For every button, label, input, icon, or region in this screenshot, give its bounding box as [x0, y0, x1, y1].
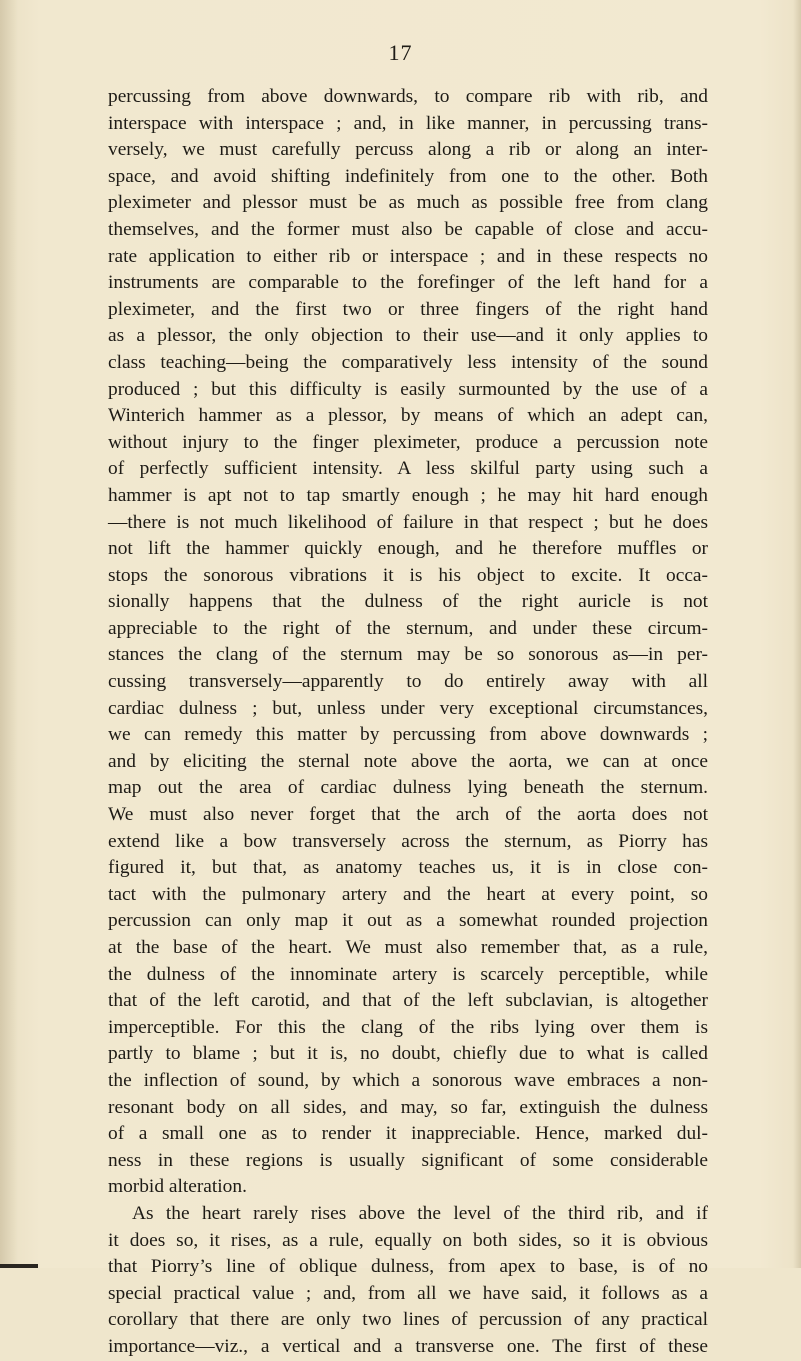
text-line: tact with the pulmonary artery and the heart at every point, so — [108, 883, 708, 905]
text-line: imperceptible. For this the clang of the ribs lying over them is — [108, 1016, 708, 1038]
text-line: it does so, it rises, as a rule, equally on both sides, so it is obvious — [108, 1229, 708, 1251]
text-line: and by eliciting the sternal note above the aorta, we can at once — [108, 750, 708, 772]
text-line: class teaching—being the comparatively less intensity of the sound — [108, 351, 708, 373]
text-line: percussing from above downwards, to compare rib with rib, and — [108, 86, 708, 107]
text-line: we can remedy this matter by percussing from above downwards ; — [108, 724, 708, 746]
text-line: extend like a bow transversely across the sternum, as Piorry has — [108, 830, 708, 852]
text-line: cussing transversely—apparently to do entirely away with all — [108, 671, 708, 693]
spine-shadow — [0, 0, 18, 1268]
text-line: that of the left carotid, and that of the left subclavian, is altogether — [108, 990, 708, 1012]
text-line: the dulness of the innominate artery is scarcely perceptible, while — [108, 963, 708, 985]
text-line: not lift the hammer quickly enough, and he therefore muffles or — [108, 538, 708, 560]
text-line: stops the sonorous vibrations it is his object to excite. It occa- — [108, 564, 708, 586]
text-line: partly to blame ; but it is, no doubt, chiefly due to what is called — [108, 1043, 708, 1065]
text-line: Winterich hammer as a plessor, by means of which an adept can, — [108, 405, 708, 427]
text-line: We must also never forget that the arch of the aorta does not — [108, 804, 708, 826]
body-text — [108, 84, 708, 1361]
text-line: figured it, but that, as anatomy teaches us, it is in close con- — [108, 857, 708, 879]
text-line: appreciable to the right of the sternum, and under these circum- — [108, 617, 708, 639]
text-line: space, and avoid shifting indefinitely from one to the other. Both — [108, 165, 708, 187]
page-edge-shadow — [793, 0, 801, 1268]
text-line: rate application to either rib or interspace ; and in these respects no — [108, 245, 708, 267]
page-number: 17 — [388, 40, 413, 65]
text-line: themselves, and the former must also be capable of close and accu- — [108, 218, 708, 240]
text-line: percussion can only map it out as a somewhat rounded projection — [108, 910, 708, 932]
paragraph-end-line: morbid alteration. — [108, 1176, 247, 1198]
text-line: special practical value ; and, from all we have said, it follows as a — [108, 1282, 708, 1304]
text-line: as a plessor, the only objection to their use—and it only applies to — [108, 325, 708, 347]
text-line: resonant body on all sides, and may, so far, extinguish the dulness — [108, 1096, 708, 1118]
text-line: importance—viz., a vertical and a transverse one. The first of these — [108, 1335, 708, 1357]
paragraph-start-line: As the heart rarely rises above the level of the third rib, and if — [132, 1202, 708, 1224]
text-line: produced ; but this difficulty is easily surmounted by the use of a — [108, 378, 708, 400]
text-line: cardiac dulness ; but, unless under very exceptional circumstances, — [108, 697, 708, 719]
text-line: pleximeter, and the first two or three fingers of the right hand — [108, 298, 708, 320]
text-line: that Piorry’s line of oblique dulness, from apex to base, is of no — [108, 1256, 708, 1278]
text-line: of a small one as to render it inappreciable. Hence, marked dul- — [108, 1123, 708, 1145]
text-line: instruments are comparable to the forefinger of the left hand for a — [108, 272, 708, 294]
scan-edge-mark — [0, 1264, 38, 1268]
text-line: at the base of the heart. We must also remember that, as a rule, — [108, 937, 708, 958]
text-line: pleximeter and plessor must be as much as possible free from clang — [108, 192, 708, 214]
text-line: without injury to the finger pleximeter, produce a percussion note — [108, 431, 708, 453]
text-line: —there is not much likelihood of failure in that respect ; but he does — [108, 511, 708, 533]
text-line: corollary that there are only two lines of percussion of any practical — [108, 1309, 708, 1331]
text-line: of perfectly sufficient intensity. A less skilful party using such a — [108, 458, 708, 480]
text-line: interspace with interspace ; and, in like manner, in percussing trans- — [108, 112, 708, 134]
text-line: stances the clang of the sternum may be so sonorous as—in per- — [108, 644, 708, 666]
text-line: sionally happens that the dulness of the right auricle is not — [108, 591, 708, 613]
text-line: versely, we must carefully percuss along a rib or along an inter- — [108, 139, 708, 161]
text-line: hammer is apt not to tap smartly enough ; he may hit hard enough — [108, 484, 708, 506]
text-line: ness in these regions is usually significant of some considerable — [108, 1149, 708, 1171]
text-line: map out the area of cardiac dulness lying beneath the sternum. — [108, 777, 708, 799]
text-line: the inflection of sound, by which a sonorous wave embraces a non- — [108, 1069, 708, 1091]
